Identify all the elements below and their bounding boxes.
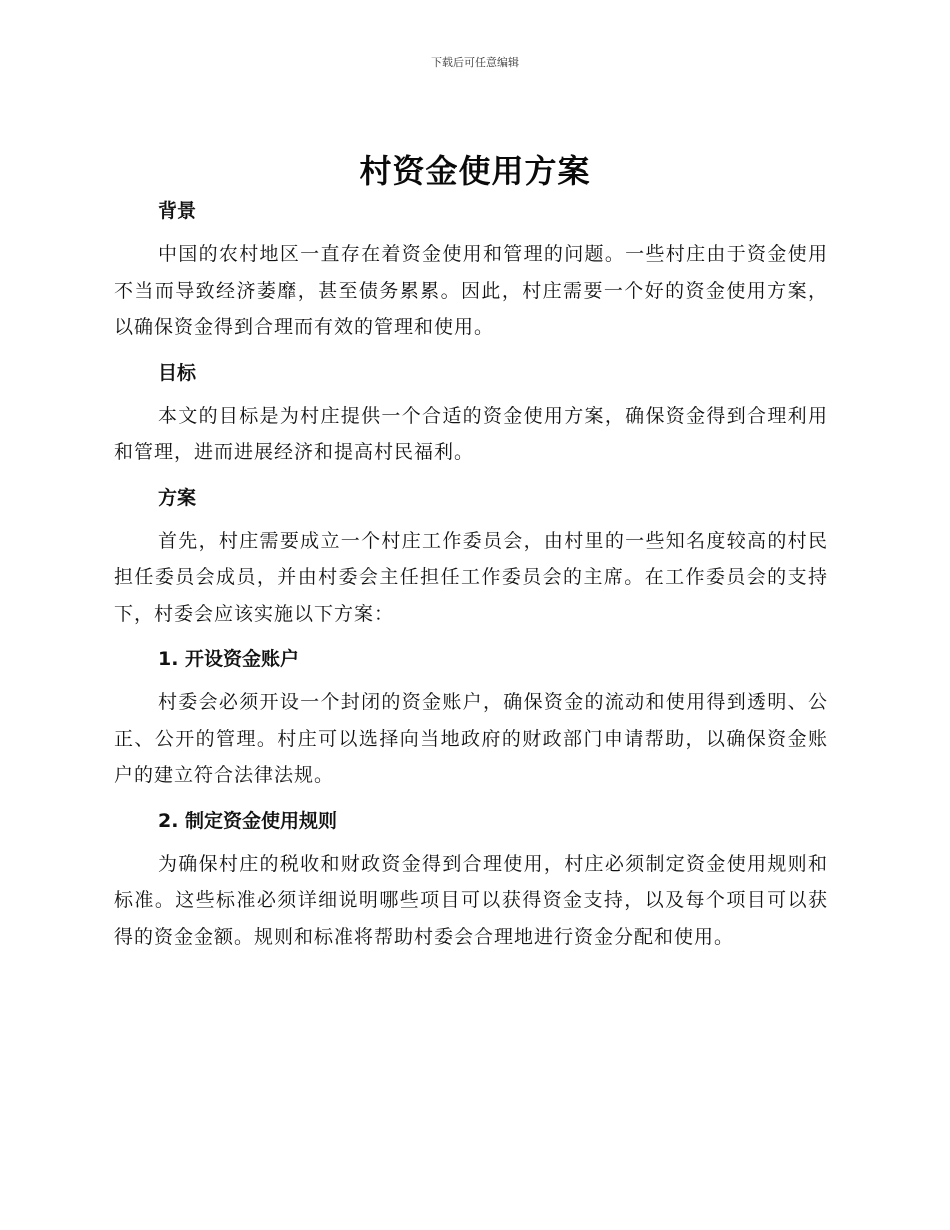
section-paragraph: 本文的目标是为村庄提供一个合适的资金使用方案，确保资金得到合理利用和管理，进而进展经济和提高村民福利。 bbox=[114, 404, 828, 463]
section-open-account bbox=[114, 644, 828, 794]
section-paragraph: 村委会必须开设一个封闭的资金账户，确保资金的流动和使用得到透明、公正、公开的管理。村庄可以选择向当地政府的财政部门申请帮助，以确保资金账户的建立符合法律法规。 bbox=[114, 691, 828, 786]
section-heading: 1. 开设资金账户 bbox=[158, 648, 300, 670]
section-paragraph: 为确保村庄的税收和财政资金得到合理使用，村庄必须制定资金使用规则和标准。这些标准必须详细说明哪些项目可以获得资金支持，以及每个项目可以获得的资金金额。规则和标准将帮助村委会合理地进行资金分配和使用。 bbox=[114, 852, 828, 948]
section-heading: 背景 bbox=[158, 200, 197, 222]
section-paragraph: 中国的农村地区一直存在着资金使用和管理的问题。一些村庄由于资金使用不当而导致经济萎靡，甚至债务累累。因此，村庄需要一个好的资金使用方案，以确保资金得到合理而有效的管理和使用。 bbox=[114, 243, 828, 338]
section-plan bbox=[114, 483, 828, 633]
section-heading: 方案 bbox=[158, 486, 197, 509]
section-heading: 目标 bbox=[158, 361, 197, 384]
section-goal bbox=[114, 358, 828, 471]
section-background bbox=[114, 196, 828, 346]
document-title: 村资金使用方案 bbox=[359, 152, 591, 190]
section-usage-rules bbox=[114, 806, 828, 956]
document-body bbox=[114, 196, 828, 967]
header-note: 下载后可任意编辑 bbox=[431, 56, 519, 69]
section-heading: 2. 制定资金使用规则 bbox=[158, 809, 338, 832]
section-paragraph: 首先，村庄需要成立一个村庄工作委员会，由村里的一些知名度较高的村民担任委员会成员，并由村委会主任担任工作委员会的主席。在工作委员会的支持下，村委会应该实施以下方案： bbox=[114, 529, 828, 625]
